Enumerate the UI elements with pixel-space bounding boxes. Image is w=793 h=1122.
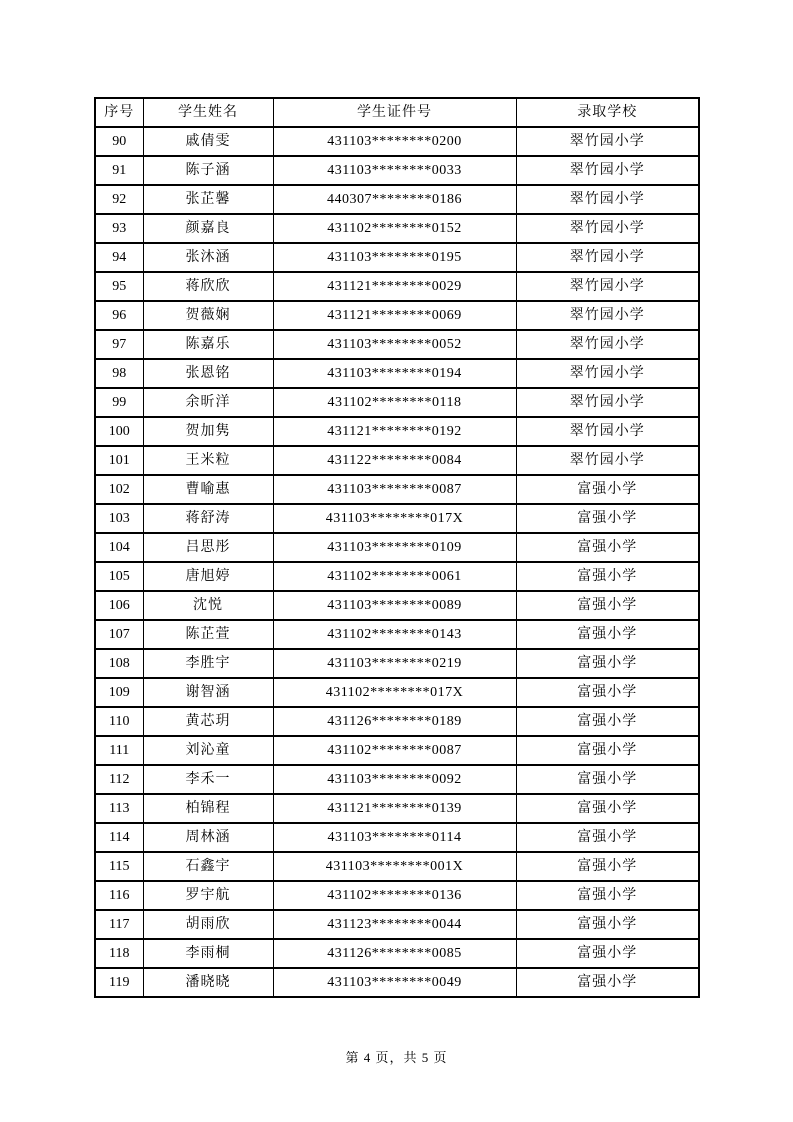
cell-school: 富强小学 <box>516 910 699 939</box>
cell-school: 翠竹园小学 <box>516 446 699 475</box>
cell-id: 431102********0136 <box>273 881 516 910</box>
table-row <box>95 446 699 475</box>
cell-no: 93 <box>95 214 143 243</box>
cell-id: 431126********0189 <box>273 707 516 736</box>
cell-id: 431126********0085 <box>273 939 516 968</box>
cell-id: 431121********0192 <box>273 417 516 446</box>
cell-school: 富强小学 <box>516 881 699 910</box>
cell-name: 戚倩雯 <box>143 127 273 156</box>
cell-school: 富强小学 <box>516 823 699 852</box>
cell-school: 翠竹园小学 <box>516 243 699 272</box>
cell-no: 94 <box>95 243 143 272</box>
cell-name: 柏锦程 <box>143 794 273 823</box>
table-header-row <box>95 98 699 127</box>
cell-no: 114 <box>95 823 143 852</box>
table-row <box>95 823 699 852</box>
cell-id: 431103********0109 <box>273 533 516 562</box>
cell-name: 石鑫宇 <box>143 852 273 881</box>
cell-id: 440307********0186 <box>273 185 516 214</box>
table-row <box>95 910 699 939</box>
cell-name: 李雨桐 <box>143 939 273 968</box>
cell-no: 116 <box>95 881 143 910</box>
table-row <box>95 939 699 968</box>
cell-school: 富强小学 <box>516 504 699 533</box>
cell-name: 谢智涵 <box>143 678 273 707</box>
cell-name: 黄芯玥 <box>143 707 273 736</box>
cell-school: 翠竹园小学 <box>516 272 699 301</box>
table-row <box>95 649 699 678</box>
cell-no: 117 <box>95 910 143 939</box>
cell-id: 431103********0195 <box>273 243 516 272</box>
cell-name: 唐旭婷 <box>143 562 273 591</box>
table-row <box>95 533 699 562</box>
table-row <box>95 214 699 243</box>
table-row <box>95 185 699 214</box>
student-admission-table <box>94 97 700 998</box>
cell-name: 贺加隽 <box>143 417 273 446</box>
cell-no: 113 <box>95 794 143 823</box>
cell-school: 翠竹园小学 <box>516 301 699 330</box>
cell-no: 106 <box>95 591 143 620</box>
cell-name: 余昕洋 <box>143 388 273 417</box>
cell-name: 罗宇航 <box>143 881 273 910</box>
cell-id: 431102********0087 <box>273 736 516 765</box>
cell-school: 翠竹园小学 <box>516 127 699 156</box>
cell-no: 109 <box>95 678 143 707</box>
cell-no: 119 <box>95 968 143 997</box>
cell-school: 富强小学 <box>516 852 699 881</box>
cell-no: 90 <box>95 127 143 156</box>
table-row <box>95 388 699 417</box>
cell-no: 97 <box>95 330 143 359</box>
cell-school: 富强小学 <box>516 939 699 968</box>
cell-school: 富强小学 <box>516 562 699 591</box>
table-row <box>95 736 699 765</box>
cell-no: 105 <box>95 562 143 591</box>
table-row <box>95 620 699 649</box>
cell-name: 李胜宇 <box>143 649 273 678</box>
cell-school: 翠竹园小学 <box>516 156 699 185</box>
table-row <box>95 156 699 185</box>
cell-no: 98 <box>95 359 143 388</box>
table-row <box>95 591 699 620</box>
cell-id: 431103********0200 <box>273 127 516 156</box>
cell-no: 118 <box>95 939 143 968</box>
cell-id: 431102********0143 <box>273 620 516 649</box>
cell-no: 96 <box>95 301 143 330</box>
cell-id: 431102********017X <box>273 678 516 707</box>
cell-name: 刘沁童 <box>143 736 273 765</box>
cell-id: 431103********0114 <box>273 823 516 852</box>
table-row <box>95 968 699 997</box>
cell-school: 富强小学 <box>516 475 699 504</box>
column-header-school: 录取学校 <box>516 98 699 127</box>
cell-school: 翠竹园小学 <box>516 359 699 388</box>
cell-school: 富强小学 <box>516 533 699 562</box>
cell-no: 108 <box>95 649 143 678</box>
table-row <box>95 272 699 301</box>
cell-name: 陈芷萱 <box>143 620 273 649</box>
cell-id: 431102********0152 <box>273 214 516 243</box>
cell-id: 431103********0052 <box>273 330 516 359</box>
cell-school: 富强小学 <box>516 765 699 794</box>
table-row <box>95 243 699 272</box>
cell-name: 贺薇娴 <box>143 301 273 330</box>
column-header-name: 学生姓名 <box>143 98 273 127</box>
cell-name: 蒋舒涛 <box>143 504 273 533</box>
cell-no: 95 <box>95 272 143 301</box>
cell-no: 112 <box>95 765 143 794</box>
cell-school: 富强小学 <box>516 678 699 707</box>
cell-id: 431103********0089 <box>273 591 516 620</box>
cell-no: 111 <box>95 736 143 765</box>
column-header-id: 学生证件号 <box>273 98 516 127</box>
cell-school: 富强小学 <box>516 968 699 997</box>
table-row <box>95 678 699 707</box>
cell-no: 103 <box>95 504 143 533</box>
table-row <box>95 881 699 910</box>
cell-no: 99 <box>95 388 143 417</box>
cell-no: 92 <box>95 185 143 214</box>
cell-id: 431103********0219 <box>273 649 516 678</box>
table-row <box>95 765 699 794</box>
cell-id: 431102********0061 <box>273 562 516 591</box>
cell-name: 曹喻惠 <box>143 475 273 504</box>
cell-school: 富强小学 <box>516 620 699 649</box>
cell-no: 104 <box>95 533 143 562</box>
cell-school: 富强小学 <box>516 736 699 765</box>
cell-no: 102 <box>95 475 143 504</box>
cell-name: 李禾一 <box>143 765 273 794</box>
table-row <box>95 707 699 736</box>
table-row <box>95 417 699 446</box>
cell-no: 115 <box>95 852 143 881</box>
table-row <box>95 504 699 533</box>
cell-name: 周林涵 <box>143 823 273 852</box>
table-row <box>95 852 699 881</box>
cell-no: 110 <box>95 707 143 736</box>
cell-id: 431103********0087 <box>273 475 516 504</box>
cell-school: 富强小学 <box>516 794 699 823</box>
cell-id: 431103********0092 <box>273 765 516 794</box>
cell-id: 431103********0033 <box>273 156 516 185</box>
table-row <box>95 359 699 388</box>
table-row <box>95 794 699 823</box>
cell-name: 沈悦 <box>143 591 273 620</box>
page-number-footer: 第 4 页，共 5 页 <box>345 1050 448 1065</box>
cell-no: 91 <box>95 156 143 185</box>
cell-name: 颜嘉良 <box>143 214 273 243</box>
cell-school: 富强小学 <box>516 707 699 736</box>
cell-id: 431123********0044 <box>273 910 516 939</box>
cell-name: 张芷馨 <box>143 185 273 214</box>
table-row <box>95 127 699 156</box>
cell-id: 431103********0049 <box>273 968 516 997</box>
table-row <box>95 330 699 359</box>
table-row <box>95 562 699 591</box>
cell-school: 翠竹园小学 <box>516 417 699 446</box>
cell-name: 潘晓晓 <box>143 968 273 997</box>
cell-name: 张沐涵 <box>143 243 273 272</box>
cell-school: 富强小学 <box>516 649 699 678</box>
cell-name: 陈嘉乐 <box>143 330 273 359</box>
cell-id: 431121********0139 <box>273 794 516 823</box>
cell-school: 翠竹园小学 <box>516 330 699 359</box>
table-row <box>95 301 699 330</box>
cell-id: 431102********0118 <box>273 388 516 417</box>
cell-school: 翠竹园小学 <box>516 185 699 214</box>
cell-school: 翠竹园小学 <box>516 214 699 243</box>
table-row <box>95 475 699 504</box>
cell-name: 胡雨欣 <box>143 910 273 939</box>
cell-school: 翠竹园小学 <box>516 388 699 417</box>
cell-name: 吕思彤 <box>143 533 273 562</box>
cell-name: 王米粒 <box>143 446 273 475</box>
cell-id: 431103********001X <box>273 852 516 881</box>
cell-name: 蒋欣欣 <box>143 272 273 301</box>
cell-id: 431121********0029 <box>273 272 516 301</box>
cell-name: 张恩铭 <box>143 359 273 388</box>
cell-no: 107 <box>95 620 143 649</box>
column-header-no: 序号 <box>95 98 143 127</box>
cell-id: 431121********0069 <box>273 301 516 330</box>
cell-school: 富强小学 <box>516 591 699 620</box>
cell-id: 431103********017X <box>273 504 516 533</box>
cell-no: 100 <box>95 417 143 446</box>
cell-id: 431103********0194 <box>273 359 516 388</box>
cell-no: 101 <box>95 446 143 475</box>
cell-name: 陈子涵 <box>143 156 273 185</box>
cell-id: 431122********0084 <box>273 446 516 475</box>
